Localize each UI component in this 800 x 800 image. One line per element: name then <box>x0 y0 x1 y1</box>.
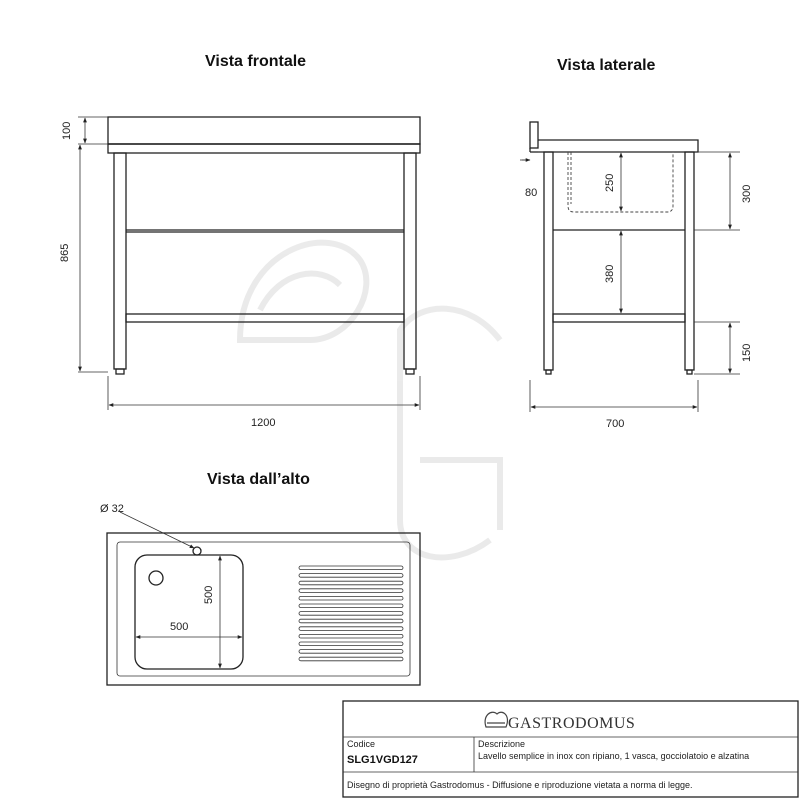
drain-groove <box>299 627 403 631</box>
dim-top-basin-width: 500 <box>170 621 189 633</box>
dim-side-middle: 380 <box>604 264 616 283</box>
dim-side-80: 80 <box>525 187 538 199</box>
dim-front-upstand: 100 <box>61 121 73 140</box>
brand-chef-icon <box>485 712 507 727</box>
dim-side-lower: 150 <box>741 343 753 362</box>
drain-groove <box>299 604 403 608</box>
description-value: Lavello semplice in inox con ripiano, 1 vasca, gocciolatoio e alzatina <box>478 751 750 761</box>
drain-groove <box>299 589 403 593</box>
drain-groove <box>299 657 403 661</box>
drain-groove <box>299 566 403 570</box>
dim-side-upper: 300 <box>741 184 753 203</box>
drain-groove <box>299 581 403 585</box>
brand-name: GASTRODOMUS <box>508 715 636 732</box>
title-block-footer: Disegno di proprietà Gastrodomus - Diffusione e riproduzione vietata a norma di legge. <box>347 780 693 790</box>
side-view <box>520 122 740 412</box>
dim-front-width: 1200 <box>251 417 276 429</box>
drain-groove <box>299 634 403 638</box>
watermark-logo <box>240 243 500 558</box>
top-view-title: Vista dall’alto <box>207 471 310 488</box>
drain-groove <box>299 642 403 646</box>
drain-groove <box>299 650 403 654</box>
dim-side-width: 700 <box>606 418 625 430</box>
drainboard-grooves <box>299 566 403 661</box>
dim-side-basin: 250 <box>604 173 616 192</box>
description-label: Descrizione <box>478 739 526 749</box>
drain-groove <box>299 619 403 623</box>
drain-groove <box>299 596 403 600</box>
front-view-title: Vista frontale <box>205 53 307 70</box>
side-view-title: Vista laterale <box>557 57 656 74</box>
drain-groove <box>299 574 403 578</box>
dim-top-hole: Ø 32 <box>100 503 124 515</box>
dim-front-height: 865 <box>59 243 71 262</box>
front-view <box>78 117 420 410</box>
code-value: SLG1VGD127 <box>347 754 418 766</box>
dim-top-basin-depth: 500 <box>203 585 215 604</box>
top-view <box>107 512 420 685</box>
code-label: Codice <box>347 739 376 749</box>
drain-groove <box>299 612 403 616</box>
